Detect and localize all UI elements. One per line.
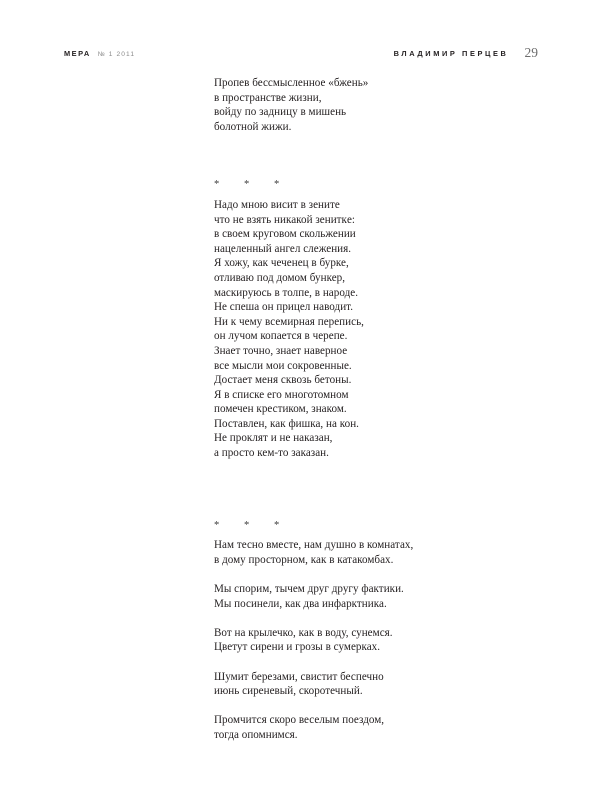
vertical-spacer xyxy=(214,567,534,582)
stanza xyxy=(214,626,534,655)
poem-line: в своем круговом скольжении xyxy=(214,228,356,241)
poem-line: что не взять никакой зениткe: xyxy=(214,213,356,226)
poem-line: Достает меня сквозь бетоны. xyxy=(214,374,352,387)
stanza xyxy=(214,582,534,611)
author-name: ВЛАДИМИР ПЕРЦЕВ xyxy=(393,49,509,58)
poem-line: в пространстве жизни, xyxy=(214,91,322,104)
running-head-right xyxy=(394,44,538,60)
stanza xyxy=(214,538,534,567)
poem xyxy=(214,178,534,460)
poem xyxy=(214,76,534,134)
vertical-spacer xyxy=(214,699,534,714)
poem-line: Я в списке его многотомном xyxy=(214,388,349,401)
poem-line: июнь сиреневый, скоротечный. xyxy=(214,685,363,698)
poem-line: Вот на крылечко, как в воду, сунемся. xyxy=(214,626,393,639)
poem-line: Не проклят и не наказан, xyxy=(214,432,333,445)
poem-line: Знает точно, знает наверное xyxy=(214,344,348,357)
poem-line: маскируюсь в толпе, в народе. xyxy=(214,286,359,299)
poem-line: Не спеша он прицел наводит. xyxy=(214,301,354,314)
journal-title: МЕРА xyxy=(64,49,91,58)
poem-line: помечен крестиком, знаком. xyxy=(214,403,347,416)
running-head-left xyxy=(64,49,135,58)
stanza-separator: * * * xyxy=(214,519,286,531)
poem-line: Промчится скоро веселым поездом, xyxy=(214,714,385,727)
stanza-separator: * * * xyxy=(214,179,286,191)
poem-line: болотной жижи. xyxy=(214,120,292,133)
vertical-spacer xyxy=(214,611,534,626)
poem-line: Нам тесно вместе, нам душно в комнатах, xyxy=(214,539,414,552)
poem-line: отливаю под домом бункер, xyxy=(214,271,346,284)
stanza xyxy=(214,670,534,699)
poem-line: Поставлен, как фишка, на кон. xyxy=(214,417,359,430)
poem-line: войду по задницу в мишень xyxy=(214,106,347,119)
poem-line: Шумит березами, свистит беспечно xyxy=(214,670,384,683)
vertical-spacer xyxy=(214,461,534,519)
poem-line: а просто кем-то заказан. xyxy=(214,447,329,460)
poem-line: Пропев бессмысленное «бжень» xyxy=(214,77,369,89)
poem-line: в дому просторном, как в катакомбах. xyxy=(214,553,394,566)
poem xyxy=(214,519,534,743)
poem-line: Ни к чему всемирная перепись, xyxy=(214,315,364,328)
page-number: 29 xyxy=(524,45,538,60)
running-head xyxy=(64,44,538,60)
poem-line: нацеленный ангел слежения. xyxy=(214,242,352,255)
vertical-spacer xyxy=(214,134,534,178)
poem-line: тогда опомнимся. xyxy=(214,728,298,741)
poem-line: все мысли мои сокровенные. xyxy=(214,359,352,372)
poem-column xyxy=(214,76,534,743)
issue-info: № 1 2011 xyxy=(97,51,136,58)
poem-line: Мы посинели, как два инфарктника. xyxy=(214,597,387,610)
poem-line: Мы спорим, тычем друг другу фактики. xyxy=(214,583,404,596)
poem-line: он лучом копается в черепе. xyxy=(214,330,348,343)
stanza xyxy=(214,198,534,461)
stanza xyxy=(214,76,534,134)
poem-line: Цветут сирени и грозы в сумерках. xyxy=(214,641,381,654)
vertical-spacer xyxy=(214,655,534,670)
poem-line: Надо мною висит в зените xyxy=(214,198,340,211)
poem-line: Я хожу, как чеченец в бурке, xyxy=(214,257,349,270)
stanza xyxy=(214,713,534,742)
